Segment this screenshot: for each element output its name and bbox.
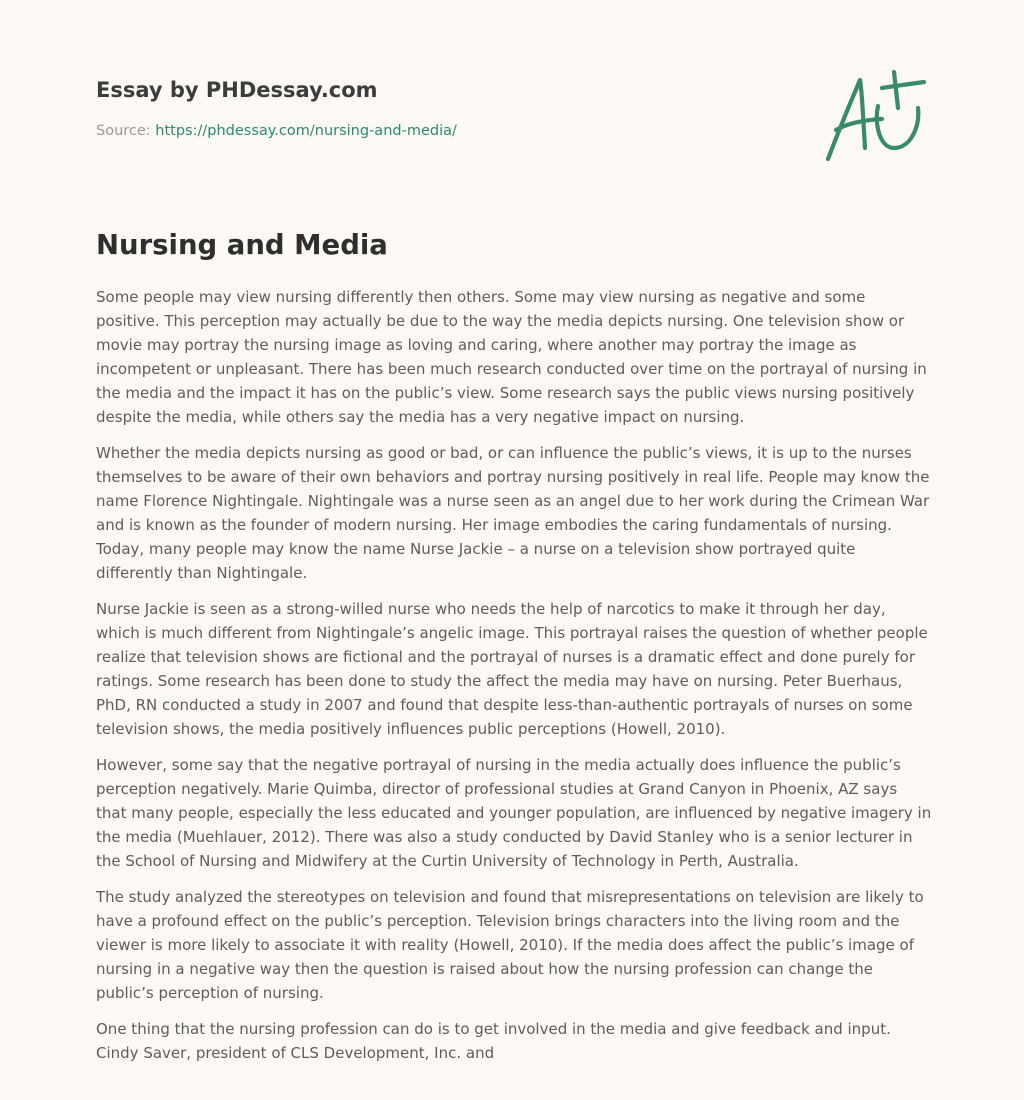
paragraph: Nurse Jackie is seen as a strong-willed nurse who needs the help of narcotics to make it through her day, which is much different from Nightingale’s angelic image. This portrayal raises the question of whether people realize that television shows are fictional and the portrayal of nurses is a dramatic effect and done purely for ratings. Some research has been done to study the affect the media may have on nursing. Peter Buerhaus, PhD, RN conducted a study in 2007 and found that despite less-than-authentic portrayals of nurses on some television shows, the media positively influences public perceptions (Howell, 2010). (96, 600, 928, 738)
paragraph: Whether the media depicts nursing as good or bad, or can influence the public’s views, it is up to the nurses themselves to be aware of their own behaviors and portray nursing positively in real life. People may know the name Florence Nightingale. Nightingale was a nurse seen as an angel due to her work during the Crimean War and is known as the founder of modern nursing. Her image embodies the caring fundamentals of nursing. Today, many people may know the name Nurse Jackie – a nurse on a television show portrayed quite differently than Nightingale. (96, 444, 930, 582)
brand-title: Essay by PHDessay.com (96, 78, 378, 102)
a-plus-logo-icon (822, 66, 928, 164)
essay-body (96, 285, 932, 1077)
source-link[interactable]: https://phdessay.com/nursing-and-media/ (155, 123, 457, 139)
source-line (96, 121, 796, 141)
source-label: Source: (96, 123, 156, 139)
page-title: Nursing and Media (96, 229, 388, 261)
a-plus-logo-graphic (822, 66, 928, 164)
paragraph: Some people may view nursing differently then others. Some may view nursing as negative and some positive. This perception may actually be due to the way the media depicts nursing. One television show or movie may portray the nursing image as loving and caring, where another may portray the image as incompetent or unpleasant. There has been much research conducted over time on the portrayal of nursing in the media and the impact it has on the public’s view. Some research says the public views nursing positively despite the media, while others say the media has a very negative impact on nursing. (96, 288, 927, 426)
paragraph: One thing that the nursing profession can do is to get involved in the media and give feedback and input. Cindy Saver, president of CLS Development, Inc. and (96, 1020, 891, 1062)
essay-header (96, 76, 796, 141)
paragraph: The study analyzed the stereotypes on television and found that misrepresentations on television are likely to have a profound effect on the public’s perception. Television brings characters into the living room and the viewer is more likely to associate it with reality (Howell, 2010). If the media does affect the public’s image of nursing in a negative way then the question is raised about how the nursing profession can change the public’s perception of nursing. (96, 888, 924, 1002)
paragraph: However, some say that the negative portrayal of nursing in the media actually does influence the public’s perception negatively. Marie Quimba, director of professional studies at Grand Canyon in Phoenix, AZ says that many people, especially the less educated and younger population, are influenced by negative imagery in the media (Muehlauer, 2012). There was also a study conducted by David Stanley who is a senior lecturer in the School of Nursing and Midwifery at the Curtin University of Technology in Perth, Australia. (96, 756, 932, 870)
